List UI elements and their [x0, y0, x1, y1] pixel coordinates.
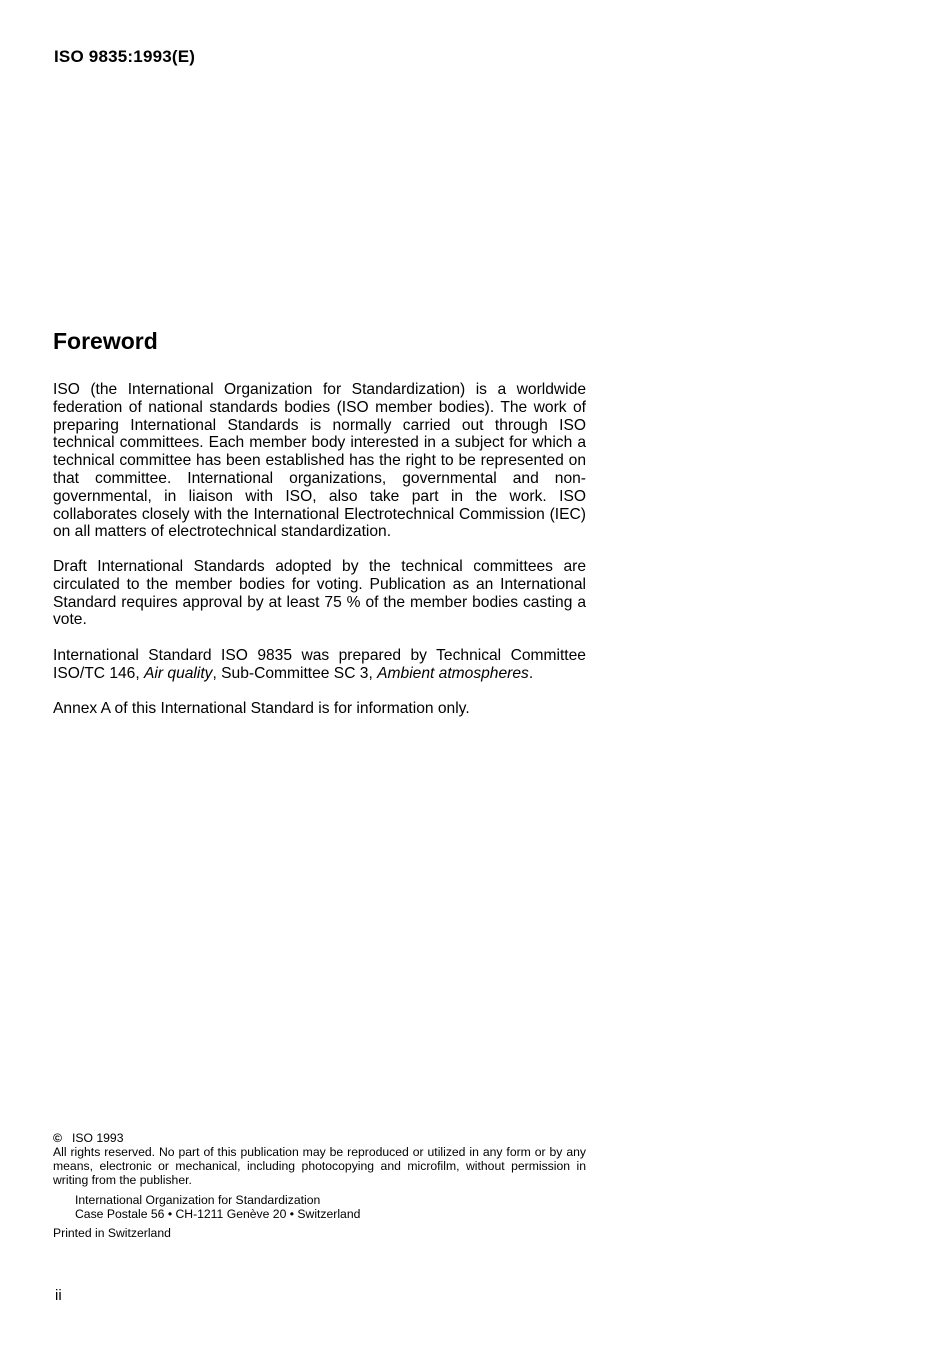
foreword-paragraph-2: Draft International Standards adopted by the technical committees are circulated to the member bodies for voting. Publication as an International Standard requires approval by at least 75 % of the member bodies casting a vote. [53, 558, 586, 629]
copyright-block [53, 1131, 586, 1240]
rights-notice: All rights reserved. No part of this publication may be reproduced or utilized in any form or by any means, electronic or mechanical, including photocopying and microfilm, without permission in writing from the publisher. [53, 1145, 586, 1187]
foreword-paragraph-3 [53, 647, 586, 683]
publisher-address [53, 1193, 586, 1221]
copyright-icon: © [53, 1131, 62, 1145]
copyright-org-year: ISO 1993 [71, 1131, 124, 1145]
p3-text-b: , Sub-Committee SC 3, [212, 664, 378, 682]
address-line-1: International Organization for Standardization [75, 1193, 321, 1207]
foreword-paragraph-4: Annex A of this International Standard is for information only. [53, 700, 470, 717]
p3-text-a: International Standard ISO 9835 was prepared by Technical Committee ISO/TC 146, [53, 647, 586, 682]
foreword-paragraph-1: ISO (the International Organization for Standardization) is a worldwide federation of national standards bodies (ISO member bodies). The work of preparing International Standards is normally carried out through ISO technical committees. Each member body interested in a subject for which a technical committee has been established has the right to be represented on that committee. International organizations, governmental and non-governmental, in liaison with ISO, also take part in the work. ISO collaborates closely with the International Electrotechnical Commission (IEC) on all matters of electrotechnical standardization. [53, 381, 586, 541]
p3-ambient-atmospheres: Ambient atmospheres [377, 664, 529, 682]
document-code: ISO 9835:1993(E) [54, 47, 196, 66]
foreword-heading: Foreword [53, 328, 158, 354]
printed-in: Printed in Switzerland [53, 1226, 171, 1240]
p3-air-quality: Air quality [144, 664, 213, 682]
p3-text-c: . [528, 664, 534, 682]
copyright-line [53, 1131, 586, 1145]
page-number: ii [55, 1287, 62, 1304]
address-line-2: Case Postale 56 • CH-1211 Genève 20 • Switzerland [75, 1207, 361, 1221]
